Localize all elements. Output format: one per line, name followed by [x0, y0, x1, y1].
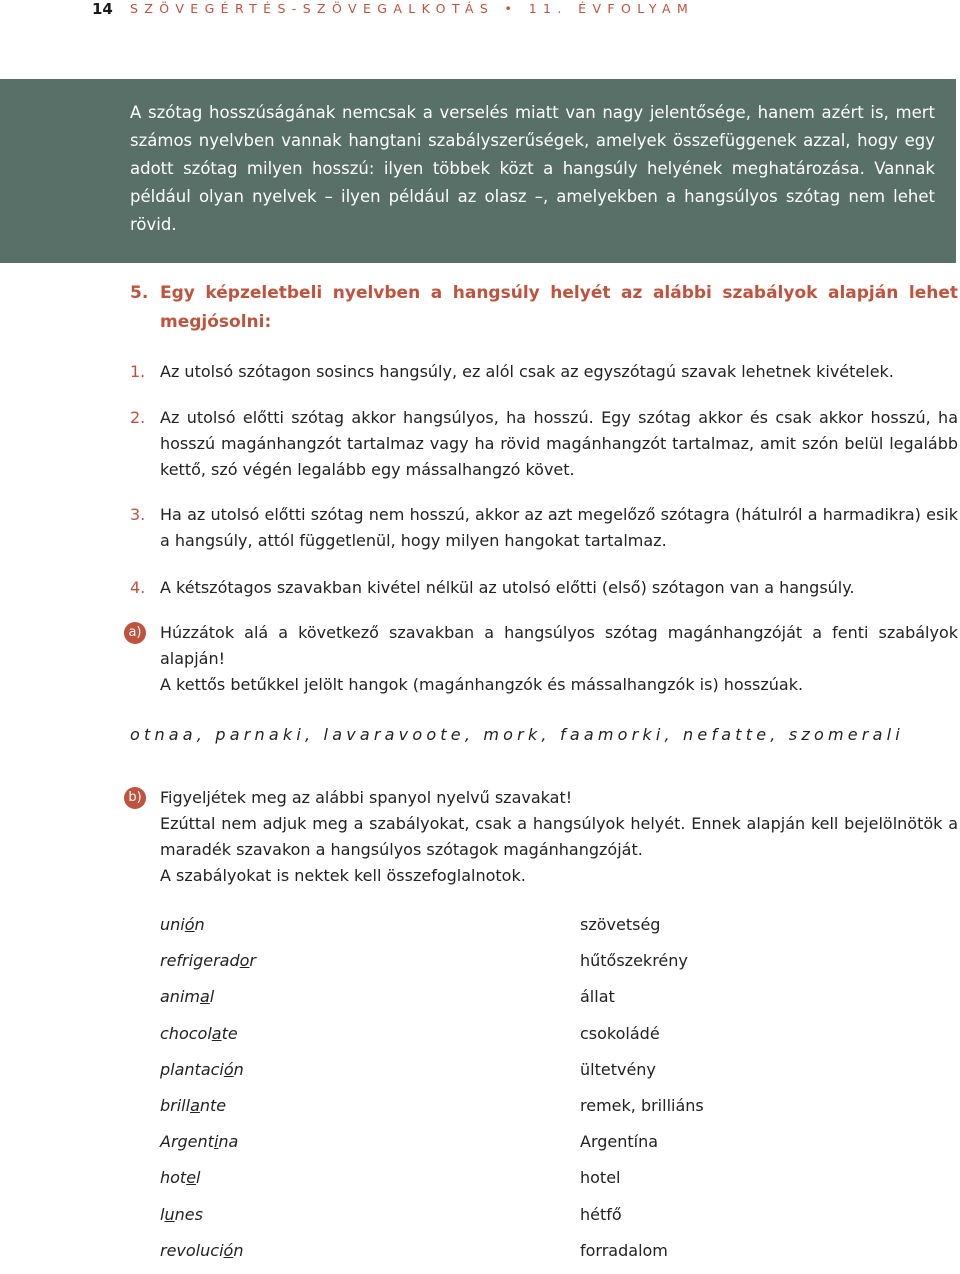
- task-heading: [130, 279, 958, 337]
- hungarian-word: hotel: [580, 1168, 621, 1188]
- subtask-b: [124, 785, 958, 889]
- hungarian-word-column: [580, 912, 704, 1274]
- hungarian-word: szövetség: [580, 915, 661, 934]
- rule-text: Ha az utolsó előtti szótag nem hosszú, akkor az azt megelőző szótagra (hátulról a harmadikra) esik a hangsúly, attól függetlenül, hogy milyen hangokat tartalmaz.: [160, 505, 958, 550]
- rule-text: Az utolsó szótagon sosincs hangsúly, ez alól csak az egyszótagú szavak lehetnek kivételek.: [160, 362, 894, 381]
- rule-number: 3.: [130, 505, 146, 524]
- subtask-a: [124, 620, 958, 698]
- hungarian-word: Argentína: [580, 1132, 659, 1152]
- spanish-word: chocolate: [160, 1023, 238, 1043]
- subtask-b-instruction: Figyeljétek meg az alábbi spanyol nyelvű szavakat!: [160, 788, 573, 807]
- subtask-a-badge: a): [124, 622, 146, 644]
- intro-box: [0, 79, 956, 263]
- spanish-word: revolución: [160, 1240, 244, 1260]
- task-title: Egy képzeletbeli nyelvben a hangsúly helyét az alábbi szabályok alapján lehet megjósolni:: [160, 283, 958, 332]
- running-title: SZÖVEGÉRTÉS-SZÖVEGALKOTÁS • 11. ÉVFOLYAM: [130, 1, 695, 16]
- spanish-word: lunes: [160, 1204, 203, 1224]
- rule-number: 2.: [130, 408, 146, 427]
- hungarian-word: forradalom: [580, 1240, 668, 1260]
- rule-item: [130, 575, 958, 601]
- word-list-a: otnaa, parnaki, lavaravoote, mork, faamorki, nefatte, szomerali: [130, 725, 904, 744]
- hungarian-word: csokoládé: [580, 1023, 660, 1043]
- hungarian-word: remek, brilliáns: [580, 1095, 704, 1115]
- intro-text: A szótag hosszúságának nemcsak a verselés miatt van nagy jelentősége, hanem azért is, mert számos nyelvben vannak hangtani szabályszerűségek, amelyek összefüggenek azzal, hogy egy adott szótag milyen hosszú: ilyen többek közt a hangsúly helyének meghatározása. Vannak például olyan nyelvek – ilyen például az olasz –, amelyekben a hangsúlyos szótag nem lehet rövid.: [130, 103, 935, 234]
- task-number: 5.: [130, 283, 149, 303]
- spanish-word: plantación: [160, 1059, 244, 1079]
- subtask-a-note: A kettős betűkkel jelölt hangok (magánhangzók és mássalhangzók is) hosszúak.: [160, 675, 804, 694]
- spanish-word: brillante: [160, 1095, 227, 1115]
- rule-number: 1.: [130, 362, 146, 381]
- page-number: 14: [92, 0, 113, 18]
- subtask-a-instruction: Húzzátok alá a következő szavakban a hangsúlyos szótag magánhangzóját a fenti szabályok alapján!: [160, 623, 958, 668]
- rule-item: [130, 502, 958, 554]
- hungarian-word: hűtőszekrény: [580, 951, 688, 971]
- spanish-word: Argentina: [160, 1132, 239, 1152]
- spanish-word: refrigerador: [160, 951, 256, 971]
- spanish-word: hotel: [160, 1168, 201, 1188]
- rule-text: Az utolsó előtti szótag akkor hangsúlyos, ha hosszú. Egy szótag akkor és csak akkor hosszú, ha hosszú magánhangzót tartalmaz vagy ha rövid magánhangzót tartalmaz, amit szón belül legalább kettő, szó végén legalább egy mássalhangzó követ.: [160, 408, 958, 479]
- spanish-word: unión: [160, 915, 205, 934]
- hungarian-word: ültetvény: [580, 1059, 656, 1079]
- page-header: [0, 0, 960, 22]
- rule-item: [130, 359, 958, 385]
- rule-number: 4.: [130, 578, 146, 597]
- rule-item: [130, 405, 958, 483]
- subtask-b-note: A szabályokat is nektek kell összefoglalnotok.: [160, 866, 526, 885]
- hungarian-word: állat: [580, 987, 615, 1007]
- subtask-b-explanation: Ezúttal nem adjuk meg a szabályokat, csak a hangsúlyok helyét. Ennek alapján kell bejelölnötök a maradék szavakon a hangsúlyos szótagok magánhangzóját.: [160, 814, 958, 859]
- subtask-b-badge: b): [124, 787, 146, 809]
- spanish-word-column: [160, 912, 256, 1274]
- rule-text: A kétszótagos szavakban kivétel nélkül az utolsó előtti (első) szótagon van a hangsúly.: [160, 578, 855, 597]
- spanish-word: animal: [160, 987, 215, 1007]
- hungarian-word: hétfő: [580, 1204, 622, 1224]
